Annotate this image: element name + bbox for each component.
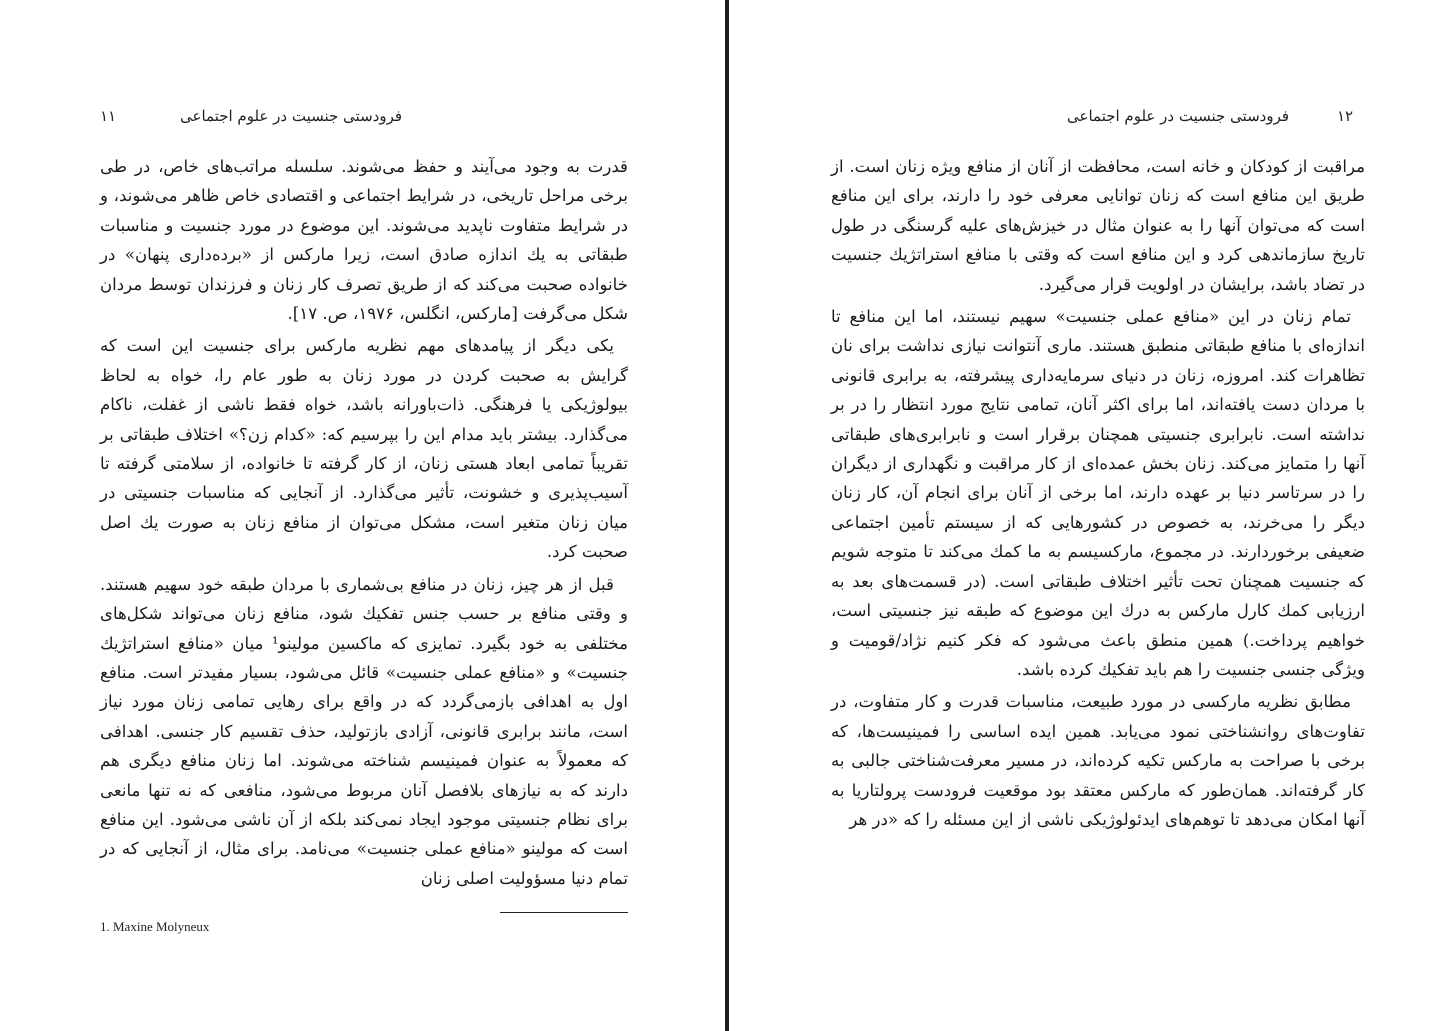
right-paragraph-2: تمام زنان در این «منافع عملی جنسیت» سهیم نیستند، اما این منافع تا اندازه‌ای با منافع طبقاتی منطبق هستند. ماری آنتوانت نیازی نداشت برای نان تظاهرات کند. امروزه، زنان در دنیای سرمایه‌داری پیشرفته، به برابری قانونی با مردان دست یافته‌اند، اما برای اکثر آنان، تمامی نتایج مورد انتظار را در بر نداشته است. نابرابری جنسیتی همچنان برقرار است و نابرابری‌های طبقاتی آنها را متمایز می‌کند. زنان بخش عمده‌ای از کار مراقبت و نگهداری از دیگران را در سرتاسر دنیا بر عهده دارند، اما برخی از آنان برای انجام آن، کار زنان دیگر را می‌خرند، به خصوص در کشورهایی که از سیستم تأمین اجتماعی ضعیفی برخوردارند. در مجموع، مارکسیسم به ما کمك می‌کند تا متوجه شویم که جنسیت همچنان تحت تأثیر اختلاف طبقاتی است. (در قسمت‌های بعد به ارزیابی کمك کارل مارکس به درك این موضوع که طبقه نیز جنسیتی است، خواهیم پرداخت.) همین منطق باعث می‌شود که فکر کنیم نژاد/قومیت و ویژگی جنسی جنسیت را هم باید تفکیك کرده باشد.: [831, 307, 1365, 679]
right-paragraph-3: مطابق نظریه مارکسی در مورد طبیعت، مناسبات قدرت و کار متفاوت، در تفاوت‌های روانشناختی نمود می‌یابد. همین ایده اساسی را فمینیست‌ها، که برخی با صراحت به مارکس تکیه کرده‌اند، در مسیر معرفت‌شناختی جالبی به کار گرفته‌اند. همان‌طور که مارکس معتقد بود موقعیت فرودست پرولتاریا به آنها امکان می‌دهد تا توهم‌های ایدئولوژیکی ناشی از این مسئله را که «در هر: [831, 692, 1365, 829]
right-paragraph-1: مراقبت از کودکان و خانه است، محافظت از آنان از منافع ویژه زنان است. از طریق این منافع است که زنان توانایی معرفی خود را دارند، برای این منافع است که می‌توان آنها را به عنوان مثال در خیزش‌های علیه گرسنگی در طول تاریخ سازماندهی کرد و این منافع است که وقتی با منافع استراتژیك جنسیت در تضاد باشد، برایشان در اولویت قرار می‌گیرد.: [831, 157, 1365, 294]
right-page: [729, 0, 1456, 1031]
left-paragraph-3: قبل از هر چیز، زنان در منافع بی‌شماری با مردان طبقه خود سهیم هستند. و وقتی منافع بر حسب جنس تفکیك شود، منافع زنان می‌تواند شکل‌های مختلفی به خود بگیرد. تمایزی که ماکسین مولینو¹ میان «منافع استراتژیك جنسیت» و «منافع عملی جنسیت» قائل می‌شود، بسیار مفیدتر است. منافع اول به اهدافی بازمی‌گردد که در واقع برای رهایی تمامی زنان مورد نیاز است، مانند برابری قانونی، آزادی بازتولید، حذف تقسیم کار جنسی. اهدافی که معمولاً به عنوان فمینیسم شناخته می‌شوند. اما زنان منافع دیگری هم دارند که به نیازهای بلافصل آنان مربوط می‌شود، منافعی که نه تنها مانعی برای نظام جنسیتی موجود ایجاد نمی‌کند بلکه از آن ناشی می‌شود. این منافع است که مولینو «منافع عملی جنسیت» می‌نامد. برای مثال، از آنجایی که در تمام دنیا مسؤولیت اصلی زنان: [100, 574, 628, 888]
right-page-number: ۱۲: [1337, 107, 1354, 125]
left-page: [0, 0, 725, 1031]
footnote: 1. Maxine Molyneux: [100, 919, 210, 934]
left-running-title: فرودستی جنسیت در علوم اجتماعی: [180, 107, 403, 125]
left-body-text: [100, 152, 628, 893]
left-page-number: ۱۱: [100, 107, 117, 125]
right-body-text: [831, 152, 1365, 834]
right-running-head: [1067, 104, 1367, 128]
left-running-head: [100, 104, 403, 128]
left-paragraph-1: قدرت به وجود می‌آیند و حفظ می‌شوند. سلسله مراتب‌های خاص، در طی برخی مراحل تاریخی، در شرایط اجتماعی و اقتصادی خاص ظاهر می‌شوند، و در شرایط متفاوت ناپدید می‌شوند. این موضوع در مورد جنسیت و مناسبات طبقاتی به یك اندازه صادق است، زیرا مارکس از «برده‌داری پنهان» در خانواده صحبت می‌کند که از طریق تصرف کار زنان و فرزندان توسط مردان شکل می‌گرفت [مارکس، انگلس، ۱۹۷۶، ص. ۱۷].: [100, 157, 628, 324]
right-running-title: فرودستی جنسیت در علوم اجتماعی: [1067, 107, 1290, 125]
left-paragraph-2: یکی دیگر از پیامدهای مهم نظریه مارکس برای جنسیت این است که گرایش به صحبت کردن در مورد زنان به طور عام را، خواه به لحاظ بیولوژیکی یا فرهنگی. ذات‌باورانه باشد، خواه فقط ناشی از غفلت، ناکام می‌گذارد. بیشتر باید مدام این را بپرسیم که: «کدام زن؟» اختلاف طبقاتی بر تقریباً تمامی ابعاد هستی زنان، از کار گرفته تا خانواده، از سلامتی گرفته تا آسیب‌پذیری و خشونت، تأثیر می‌گذارد. از آنجایی که مناسبات جنسیتی در میان زنان متغیر است، مشکل می‌توان از منافع زنان به صورت یك اصل صحبت کرد.: [100, 336, 628, 562]
footnote-separator: [500, 912, 628, 913]
